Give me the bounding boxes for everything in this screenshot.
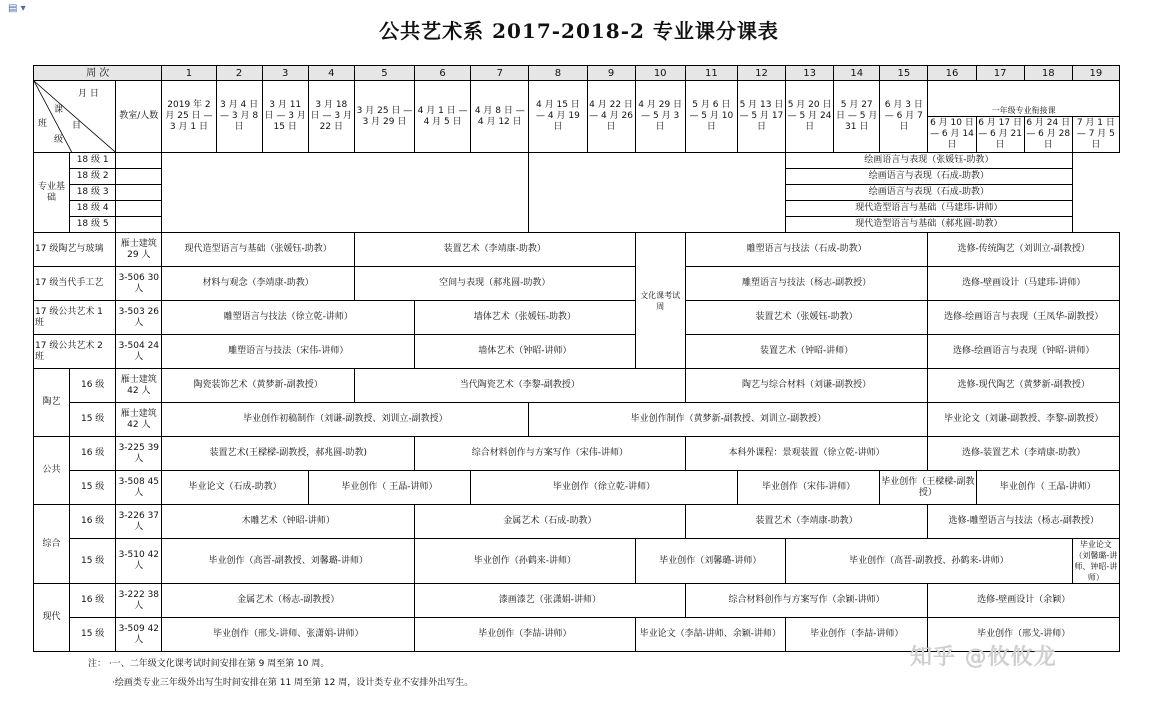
- class-name: 17 级陶艺与玻璃: [34, 233, 116, 267]
- class-name: 18 级 2: [70, 169, 116, 185]
- course-cell: 选修-雕塑语言与技法（杨志-副教授）: [928, 505, 1120, 539]
- page-title: 公共艺术系 2017-2018-2 专业课分课表: [379, 19, 779, 43]
- course-cell: 毕业创作（邢戈-讲师）: [928, 618, 1120, 652]
- class-name: 18 级 4: [70, 201, 116, 217]
- document-icon: ▤ ▾: [8, 3, 26, 14]
- class-name: 17 级公共艺术 1 班: [34, 301, 116, 335]
- course-cell: 现代造型语言与基础（张媛钰-助教）: [162, 233, 355, 267]
- room-cell: 3-222 38 人: [116, 584, 162, 618]
- table-row: [34, 369, 1120, 403]
- course-cell: 毕业创作（王樑樑-副教授）: [880, 471, 976, 505]
- course-cell: 绘画语言与表现（石成-助教）: [786, 169, 1073, 185]
- group-taoyi: 陶艺: [34, 369, 70, 437]
- course-cell: 毕业创作（ 王晶-讲师）: [308, 471, 470, 505]
- week-number: 12: [737, 66, 785, 81]
- room-cell: [116, 169, 162, 185]
- date-cell: 4 月 29 日 — 5 月 3 日: [635, 81, 685, 153]
- week-label: 周 次: [34, 66, 162, 81]
- course-cell: 雕塑语言与技法（徐立乾-讲师）: [162, 301, 415, 335]
- room-header: 教室/人数: [116, 81, 162, 153]
- room-cell: [116, 153, 162, 169]
- course-cell: 绘画语言与表现（张媛钰-助教）: [786, 153, 1073, 169]
- watermark: 知乎 @攸攸龙: [910, 645, 1057, 670]
- table-row: [34, 505, 1120, 539]
- class-name: 18 级 1: [70, 153, 116, 169]
- course-cell: 选修-壁画设计（余颖）: [928, 584, 1120, 618]
- exam-week-cell: 文化课考试周: [635, 233, 685, 369]
- week-number: 11: [685, 66, 737, 81]
- course-cell: 毕业创作（邢戈-讲师、张潇娟-讲师）: [162, 618, 415, 652]
- week-number: 5: [354, 66, 414, 81]
- schedule-table: [33, 65, 1120, 652]
- grade-cell: 15 级: [70, 618, 116, 652]
- course-cell: 毕业论文（李喆-讲师、余颖-讲师）: [635, 618, 785, 652]
- week-number: 1: [162, 66, 216, 81]
- course-cell: 毕业创作（李喆-讲师）: [415, 618, 636, 652]
- notes-label: 注：: [88, 659, 107, 669]
- corner-class: 班: [38, 119, 48, 129]
- table-row: [34, 539, 1120, 584]
- room-cell: 3-506 30 人: [116, 267, 162, 301]
- course-cell: 雕塑语言与技法（杨志-副教授）: [685, 267, 928, 301]
- room-cell: 雁士建筑 29 人: [116, 233, 162, 267]
- course-cell: 毕业论文（石成-助教）: [162, 471, 308, 505]
- course-cell: 陶瓷装饰艺术（黄梦新-副教授）: [162, 369, 355, 403]
- table-row: [34, 233, 1120, 267]
- course-cell: 金属艺术（杨志-副教授）: [162, 584, 415, 618]
- course-cell: 综合材料创作与方案写作（宋伟-讲师）: [415, 437, 686, 471]
- empty-block: [529, 153, 786, 233]
- class-name: 18 级 5: [70, 217, 116, 233]
- course-cell: 陶艺与综合材料（刘谦-副教授）: [685, 369, 928, 403]
- week-number: 14: [834, 66, 880, 81]
- course-cell: 本科外课程：景观装置（徐立乾-讲师）: [685, 437, 928, 471]
- course-cell: 墙体艺术（钟昭-讲师）: [415, 335, 636, 369]
- diagonal-lines: [34, 81, 115, 152]
- week-number: 2: [216, 66, 262, 81]
- date-cell: 6 月 24 日 — 6 月 28 日: [1024, 117, 1072, 153]
- course-cell: 雕塑语言与技法（石成-助教）: [685, 233, 928, 267]
- table-row: [34, 153, 1120, 169]
- room-cell: 3-509 42 人: [116, 618, 162, 652]
- week-number: 6: [415, 66, 471, 81]
- course-cell: 现代造型语言与基础（马建玮-讲师）: [786, 201, 1073, 217]
- grade-cell: 15 级: [70, 471, 116, 505]
- course-cell: 毕业创作制作（黄梦新-副教授、刘训立-副教授）: [529, 403, 928, 437]
- class-name: 17 级当代手工艺: [34, 267, 116, 301]
- course-cell: 毕业论文（刘谦-副教授、李黎-副教授）: [928, 403, 1120, 437]
- week-number: 17: [976, 66, 1024, 81]
- course-cell: 选修-壁画设计（马建玮-讲师）: [928, 267, 1120, 301]
- table-row: [34, 403, 1120, 437]
- course-cell: 选修-现代陶艺（黄梦新-副教授）: [928, 369, 1120, 403]
- group-zonghe: 综合: [34, 505, 70, 584]
- date-cell: 4 月 15 日 — 4 月 19 日: [529, 81, 587, 153]
- course-cell: 毕业创作初稿制作（刘谦-副教授、刘训立-副教授）: [162, 403, 529, 437]
- corner-mu: 目: [72, 121, 82, 131]
- group-xiandai: 现代: [34, 584, 70, 652]
- course-cell: 当代陶瓷艺术（李黎-副教授）: [354, 369, 685, 403]
- course-cell: 选修-传统陶艺（刘训立-副教授）: [928, 233, 1120, 267]
- grade-cell: 15 级: [70, 539, 116, 584]
- week-number: 16: [928, 66, 976, 81]
- room-cell: [116, 217, 162, 233]
- course-cell: 装置艺术（钟昭-讲师）: [685, 335, 928, 369]
- course-cell: 选修-装置艺术（李靖康-助教）: [928, 437, 1120, 471]
- course-cell: 装置艺术（李靖康-助教）: [685, 505, 928, 539]
- course-cell: 毕业论文（刘馨璐-讲师、钟昭-讲师）: [1072, 539, 1119, 584]
- course-cell: 雕塑语言与技法（宋伟-讲师）: [162, 335, 415, 369]
- diagonal-header-cell: [34, 81, 116, 153]
- course-cell: 木雕艺术（钟昭-讲师）: [162, 505, 415, 539]
- grade-cell: 16 级: [70, 369, 116, 403]
- date-cell: 3 月 18 日 — 3 月 22 日: [308, 81, 354, 153]
- corner-month-day: 月 日: [78, 89, 99, 99]
- room-cell: 3-508 45 人: [116, 471, 162, 505]
- week-number: 7: [471, 66, 529, 81]
- course-cell: 材料与观念（李靖康-助教）: [162, 267, 355, 301]
- week-number: 18: [1024, 66, 1072, 81]
- week-row: [34, 66, 1120, 81]
- course-cell: 毕业创作（李喆-讲师）: [786, 618, 928, 652]
- note-1: ·一、二年级文化课考试时间安排在第 9 周至第 10 周。: [108, 659, 330, 669]
- week-number: 9: [587, 66, 635, 81]
- course-cell: 选修-绘画语言与表现（钟昭-讲师）: [928, 335, 1120, 369]
- course-cell: 装置艺术（李靖康-助教）: [354, 233, 635, 267]
- room-cell: 3-504 24 人: [116, 335, 162, 369]
- class-name: 18 级 3: [70, 185, 116, 201]
- room-cell: 雁士建筑 42 人: [116, 403, 162, 437]
- course-cell: 金属艺术（石成-助教）: [415, 505, 686, 539]
- date-cell: 5 月 13 日 — 5 月 17 日: [737, 81, 785, 153]
- week-number: 8: [529, 66, 587, 81]
- date-cell: 6 月 3 日 — 6 月 7 日: [880, 81, 928, 153]
- course-cell: 空间与表现（郝兆圆-助教）: [354, 267, 635, 301]
- course-cell: 装置艺术（张媛钰-助教）: [685, 301, 928, 335]
- lateweek-banner: 一年级专业衔接课: [928, 81, 1120, 117]
- grade-cell: 16 级: [70, 437, 116, 471]
- room-cell: 3-503 26 人: [116, 301, 162, 335]
- date-cell: 7 月 1 日 — 7 月 5 日: [1072, 117, 1119, 153]
- course-cell: 现代造型语言与基础（郝兆圆-助教）: [786, 217, 1073, 233]
- class-name: 17 级公共艺术 2 班: [34, 335, 116, 369]
- room-cell: [116, 201, 162, 217]
- date-cell: 5 月 27 日 — 5 月 31 日: [834, 81, 880, 153]
- course-cell: 综合材料创作与方案写作（余颖-讲师）: [685, 584, 928, 618]
- week-number: 19: [1072, 66, 1119, 81]
- group-foundation: 专业基础: [34, 153, 70, 233]
- date-row: [34, 81, 1120, 117]
- room-cell: 3-226 37 人: [116, 505, 162, 539]
- table-row: [34, 267, 1120, 301]
- date-cell: 3 月 11 日 — 3 月 15 日: [262, 81, 308, 153]
- course-cell: 选修-绘画语言与表现（王凤华-副教授）: [928, 301, 1120, 335]
- note-2: ·绘画类专业三年级外出写生时间安排在第 11 周至第 12 周，设计类专业不安排外出写生。: [112, 678, 474, 688]
- date-cell: 3 月 25 日 — 3 月 29 日: [354, 81, 414, 153]
- room-cell: 雁士建筑 42 人: [116, 369, 162, 403]
- table-row: [34, 437, 1120, 471]
- room-cell: 3-225 39 人: [116, 437, 162, 471]
- date-cell: 5 月 6 日 — 5 月 10 日: [685, 81, 737, 153]
- date-cell: 4 月 22 日 — 4 月 26 日: [587, 81, 635, 153]
- course-cell: 毕业创作（刘馨璐-讲师）: [635, 539, 785, 584]
- week-number: 3: [262, 66, 308, 81]
- course-cell: 毕业创作（ 王晶-讲师）: [976, 471, 1119, 505]
- course-cell: 毕业创作（徐立乾-讲师）: [471, 471, 738, 505]
- course-cell: 毕业创作（孙鹤来-讲师）: [415, 539, 636, 584]
- course-cell: 绘画语言与表现（石成-助教）: [786, 185, 1073, 201]
- week-number: 13: [786, 66, 834, 81]
- grade-cell: 16 级: [70, 584, 116, 618]
- corner-course: 课: [54, 105, 64, 115]
- date-cell: 6 月 10 日 — 6 月 14 日: [928, 117, 976, 153]
- room-cell: 3-510 42 人: [116, 539, 162, 584]
- week-number: 10: [635, 66, 685, 81]
- date-cell: 5 月 20 日 — 5 月 24 日: [786, 81, 834, 153]
- course-cell: 毕业创作（高晋-副教授、刘馨璐-讲师）: [162, 539, 415, 584]
- group-gonggong: 公共: [34, 437, 70, 505]
- table-row: [34, 584, 1120, 618]
- grade-cell: 16 级: [70, 505, 116, 539]
- course-cell: 装置艺术(王樑樑-副教授，郝兆圆-助教): [162, 437, 415, 471]
- date-cell: 6 月 17 日 — 6 月 21 日: [976, 117, 1024, 153]
- empty-block: [162, 153, 529, 233]
- course-cell: 毕业创作（高晋-副教授、孙鹤来-讲师）: [786, 539, 1073, 584]
- table-row: [34, 301, 1120, 335]
- week-number: 4: [308, 66, 354, 81]
- room-cell: [116, 185, 162, 201]
- date-cell: 3 月 4 日 — 3 月 8 日: [216, 81, 262, 153]
- course-cell: 毕业创作（宋伟-讲师）: [737, 471, 879, 505]
- table-row: [34, 471, 1120, 505]
- notes: [88, 656, 329, 669]
- date-cell: 4 月 8 日 — 4 月 12 日: [471, 81, 529, 153]
- corner-grade: 级: [54, 135, 64, 145]
- course-cell: 漆画漆艺（张潇娟-讲师）: [415, 584, 686, 618]
- table-row: [34, 335, 1120, 369]
- grade-cell: 15 级: [70, 403, 116, 437]
- date-cell: 2019 年 2 月 25 日 — 3 月 1 日: [162, 81, 216, 153]
- course-cell: 墙体艺术（张媛钰-助教）: [415, 301, 636, 335]
- week-number: 15: [880, 66, 928, 81]
- date-cell: 4 月 1 日 — 4 月 5 日: [415, 81, 471, 153]
